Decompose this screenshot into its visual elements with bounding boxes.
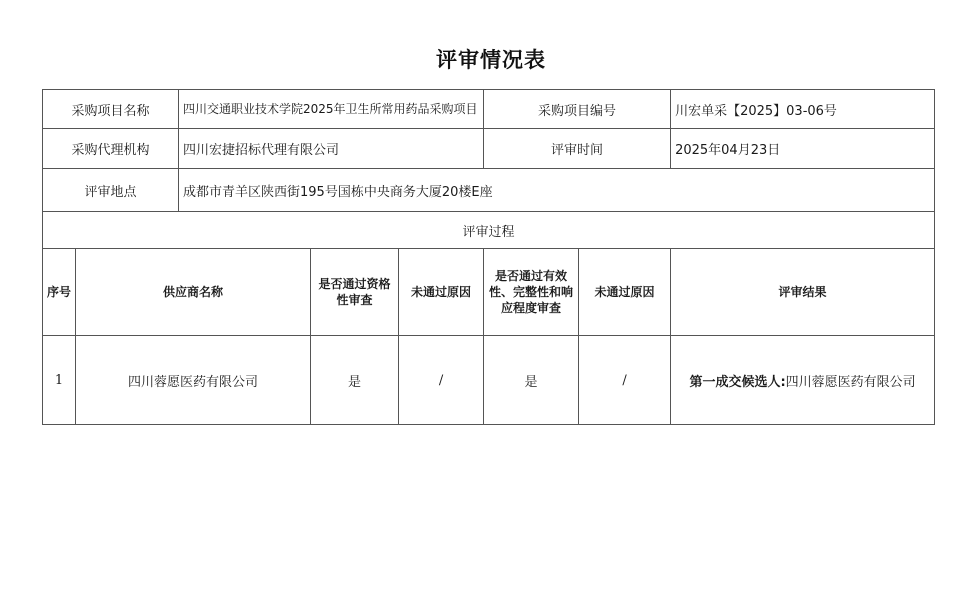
process-section-title: 评审过程 bbox=[43, 212, 935, 249]
row-project-name bbox=[43, 90, 935, 129]
agency-label: 采购代理机构 bbox=[43, 129, 179, 169]
row-seq: 1 bbox=[43, 336, 76, 425]
project-number-value: 川宏单采【2025】03-06号 bbox=[671, 90, 935, 129]
row-qualification-reason: / bbox=[399, 336, 484, 425]
col-header-seq: 序号 bbox=[43, 249, 76, 336]
col-header-qualification: 是否通过资格性审查 bbox=[311, 249, 399, 336]
row-process-title bbox=[43, 212, 935, 249]
row-process-header bbox=[43, 249, 935, 336]
row-result bbox=[671, 336, 935, 425]
row-supplier: 四川蓉愿医药有限公司 bbox=[76, 336, 311, 425]
col-header-validity-reason: 未通过原因 bbox=[579, 249, 671, 336]
agency-value: 四川宏捷招标代理有限公司 bbox=[179, 129, 484, 169]
row-agency bbox=[43, 129, 935, 169]
col-header-validity: 是否通过有效性、完整性和响应程度审查 bbox=[484, 249, 579, 336]
col-header-qualification-reason: 未通过原因 bbox=[399, 249, 484, 336]
review-time-label: 评审时间 bbox=[484, 129, 671, 169]
review-table bbox=[42, 89, 935, 425]
project-name-label: 采购项目名称 bbox=[43, 90, 179, 129]
row-qualification: 是 bbox=[311, 336, 399, 425]
page-title: 评审情况表 bbox=[436, 48, 546, 72]
review-location-label: 评审地点 bbox=[43, 169, 179, 212]
result-value: 四川蓉愿医药有限公司 bbox=[785, 374, 916, 390]
review-time-value: 2025年04月23日 bbox=[671, 129, 935, 169]
col-header-supplier: 供应商名称 bbox=[76, 249, 311, 336]
result-label: 第一成交候选人: bbox=[689, 374, 786, 390]
row-validity-reason: / bbox=[579, 336, 671, 425]
project-number-label: 采购项目编号 bbox=[484, 90, 671, 129]
review-location-value: 成都市青羊区陕西街195号国栋中央商务大厦20楼E座 bbox=[179, 169, 935, 212]
col-header-result: 评审结果 bbox=[671, 249, 935, 336]
project-name-value: 四川交通职业技术学院2025年卫生所常用药品采购项目 bbox=[179, 90, 484, 129]
row-validity: 是 bbox=[484, 336, 579, 425]
table-row bbox=[43, 336, 935, 425]
row-location bbox=[43, 169, 935, 212]
